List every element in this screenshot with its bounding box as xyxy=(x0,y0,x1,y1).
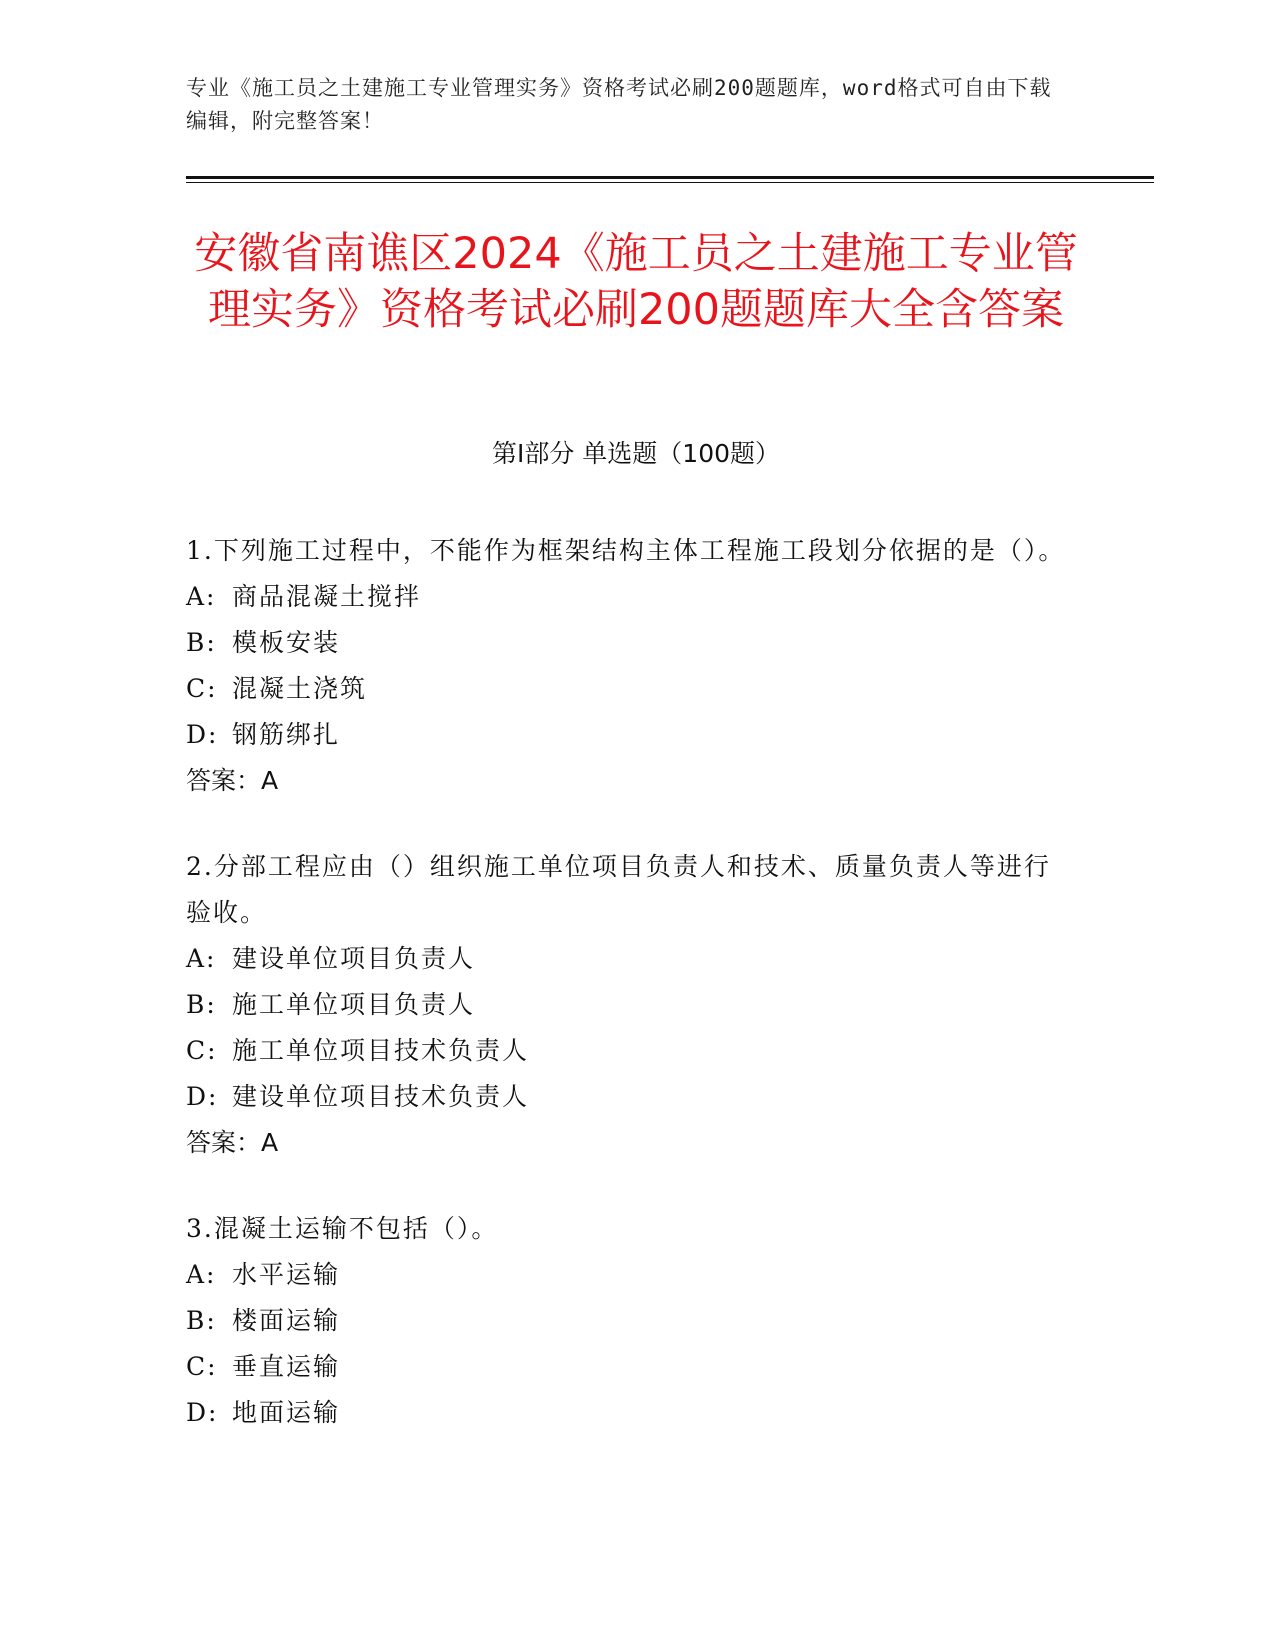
question-list xyxy=(186,528,1066,1476)
option-d xyxy=(186,712,1066,758)
option-letter: B: xyxy=(186,990,217,1019)
option-d xyxy=(186,1390,1066,1436)
option-letter: A: xyxy=(186,1260,217,1289)
document-title: 安徽省南谯区2024《施工员之土建施工专业管理实务》资格考试必刷200题题库大全含答案 xyxy=(194,229,1078,335)
option-letter: D: xyxy=(186,1082,219,1111)
answer-value: A xyxy=(261,1128,279,1157)
option-letter: C: xyxy=(186,1036,218,1065)
option-letter: C: xyxy=(186,674,218,703)
option-c xyxy=(186,1028,1066,1074)
option-text: 地面运输 xyxy=(232,1398,341,1427)
header-note: 专业《施工员之土建施工专业管理实务》资格考试必刷200题题库，word格式可自由下载编辑，附完整答案！ xyxy=(186,76,1052,133)
option-a xyxy=(186,1252,1066,1298)
answer-line xyxy=(186,758,1066,804)
question-stem: 2.分部工程应由（）组织施工单位项目负责人和技术、质量负责人等进行验收。 xyxy=(186,852,1051,927)
question-stem: 3.混凝土运输不包括（）。 xyxy=(186,1214,499,1243)
option-b xyxy=(186,620,1066,666)
answer-line xyxy=(186,1120,1066,1166)
option-text: 钢筋绑扎 xyxy=(232,720,341,749)
option-text: 建设单位项目技术负责人 xyxy=(232,1082,530,1111)
option-letter: A: xyxy=(186,582,217,611)
header-rule-thick xyxy=(186,176,1154,179)
option-c xyxy=(186,1344,1066,1390)
option-text: 施工单位项目负责人 xyxy=(232,990,476,1019)
option-letter: A: xyxy=(186,944,217,973)
option-letter: D: xyxy=(186,720,219,749)
option-a xyxy=(186,936,1066,982)
question-3 xyxy=(186,1206,1066,1436)
option-a xyxy=(186,574,1066,620)
option-b xyxy=(186,1298,1066,1344)
answer-prefix: 答案： xyxy=(186,1128,262,1157)
option-text: 商品混凝土搅拌 xyxy=(232,582,422,611)
option-text: 水平运输 xyxy=(232,1260,341,1289)
option-letter: D: xyxy=(186,1398,219,1427)
option-d xyxy=(186,1074,1066,1120)
option-text: 楼面运输 xyxy=(232,1306,341,1335)
option-b xyxy=(186,982,1066,1028)
answer-prefix: 答案： xyxy=(186,766,262,795)
option-text: 模板安装 xyxy=(232,628,341,657)
option-letter: C: xyxy=(186,1352,218,1381)
question-1 xyxy=(186,528,1066,804)
section-title: 第I部分 单选题（100题） xyxy=(491,439,781,468)
option-text: 施工单位项目技术负责人 xyxy=(232,1036,530,1065)
option-text: 垂直运输 xyxy=(232,1352,341,1381)
answer-value: A xyxy=(261,766,279,795)
header-rule-thin xyxy=(186,182,1154,183)
question-2 xyxy=(186,844,1066,1166)
option-letter: B: xyxy=(186,628,217,657)
option-text: 建设单位项目负责人 xyxy=(232,944,476,973)
question-stem: 1.下列施工过程中，不能作为框架结构主体工程施工段划分依据的是（）。 xyxy=(186,536,1066,565)
option-c xyxy=(186,666,1066,712)
option-text: 混凝土浇筑 xyxy=(232,674,368,703)
option-letter: B: xyxy=(186,1306,217,1335)
